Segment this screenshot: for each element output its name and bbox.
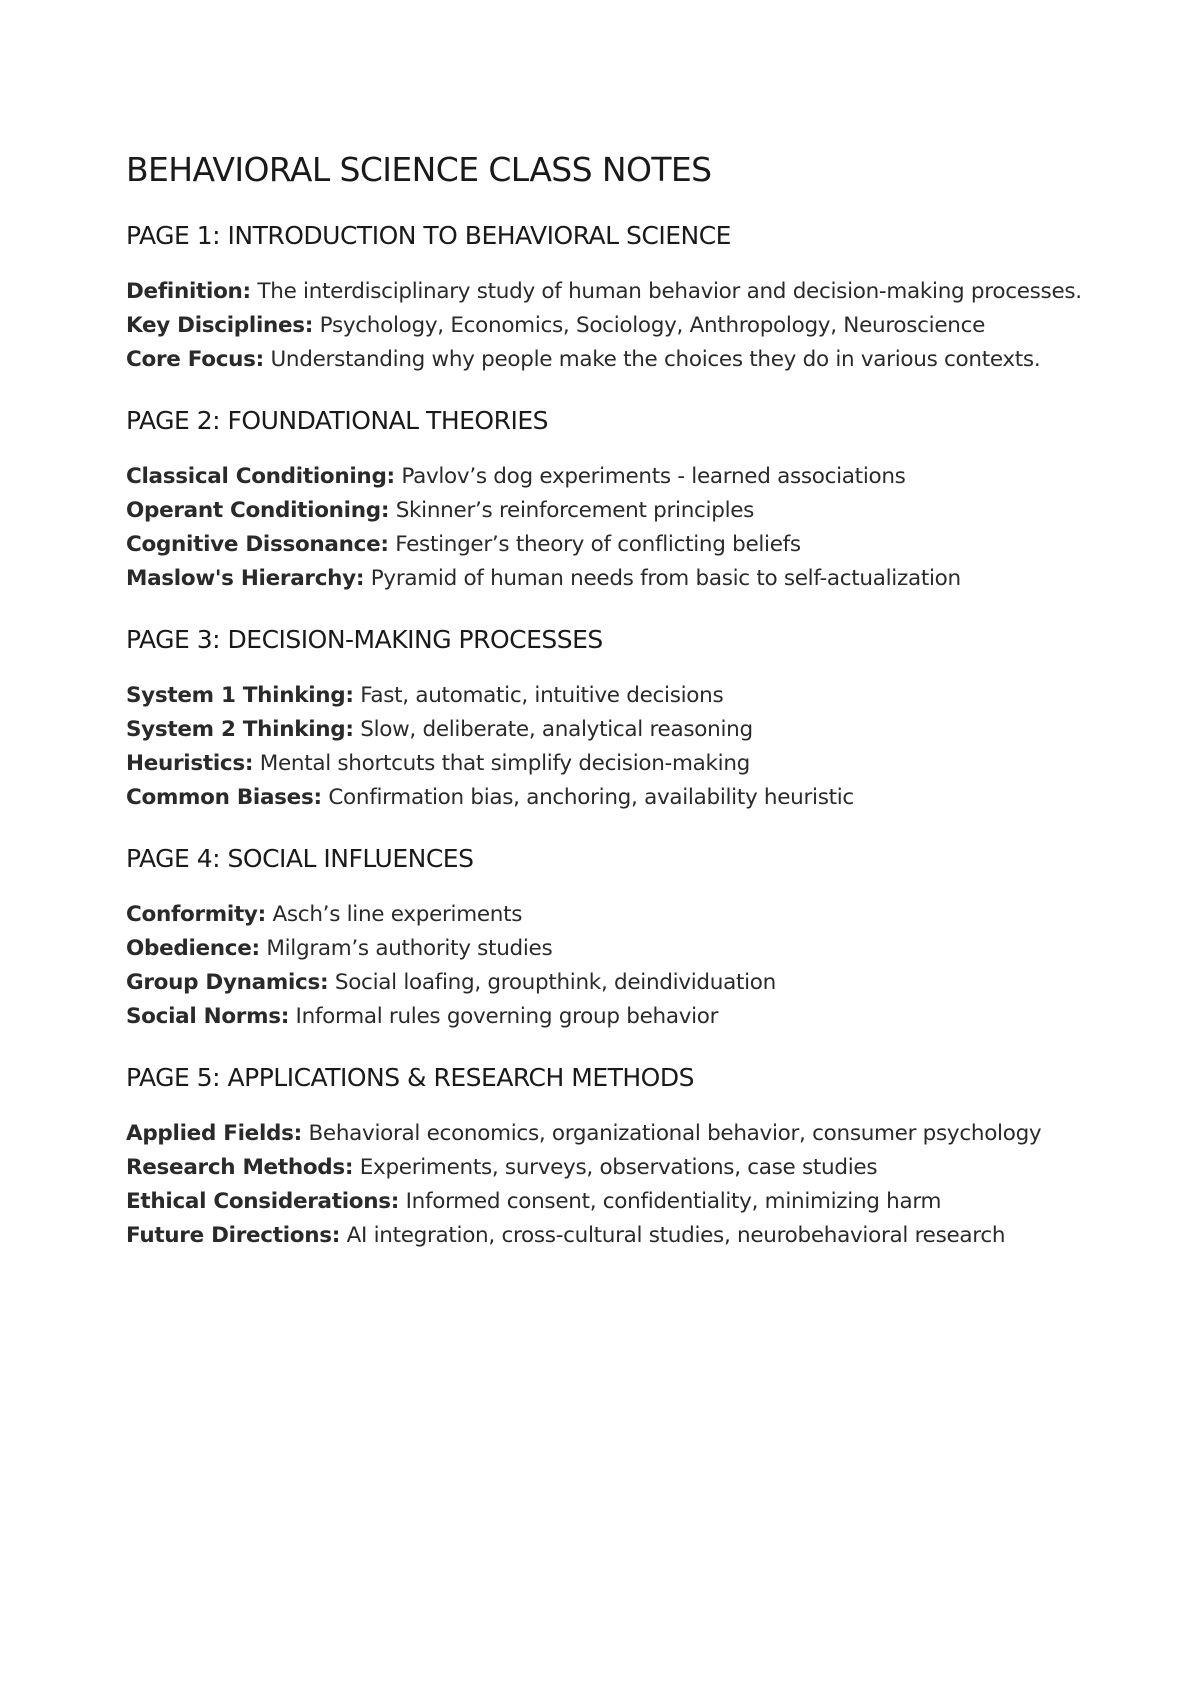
entry-term: Core Focus:: [126, 347, 264, 372]
entry-term: Common Biases:: [126, 785, 322, 810]
entry-term: Key Disciplines:: [126, 313, 314, 338]
entry-term: Maslow's Hierarchy:: [126, 566, 365, 591]
section-heading: PAGE 5: APPLICATIONS & RESEARCH METHODS: [126, 1063, 694, 1092]
entry-key-disciplines: [126, 309, 1086, 343]
entry-text: AI integration, cross-cultural studies, neurobehavioral research: [346, 1223, 1006, 1248]
entry-text: Social loafing, groupthink, deindividuation: [334, 970, 776, 995]
entry-research-methods: [126, 1151, 1086, 1185]
entry-future-directions: [126, 1219, 1086, 1253]
section-foundational-theories: [126, 404, 1086, 596]
entry-text: Informal rules governing group behavior: [295, 1004, 719, 1029]
entry-text: Pavlov’s dog experiments - learned associations: [401, 464, 906, 489]
entry-text: Experiments, surveys, observations, case studies: [359, 1155, 878, 1180]
document-content: [126, 148, 1086, 1280]
entry-system-1: [126, 679, 1086, 713]
entry-text: Pyramid of human needs from basic to self-actualization: [370, 566, 961, 591]
entry-cognitive-dissonance: [126, 528, 1086, 562]
entry-term: Heuristics:: [126, 751, 254, 776]
section-heading: PAGE 3: DECISION-MAKING PROCESSES: [126, 625, 603, 654]
section-social-influences: [126, 842, 1086, 1034]
entry-text: Fast, automatic, intuitive decisions: [360, 683, 724, 708]
entry-text: Psychology, Economics, Sociology, Anthropology, Neuroscience: [319, 313, 986, 338]
document-title: BEHAVIORAL SCIENCE CLASS NOTES: [126, 150, 712, 189]
entry-common-biases: [126, 781, 1086, 815]
entry-system-2: [126, 713, 1086, 747]
entry-term: Social Norms:: [126, 1004, 289, 1029]
entry-term: Classical Conditioning:: [126, 464, 395, 489]
entry-term: System 2 Thinking:: [126, 717, 354, 742]
entry-text: Mental shortcuts that simplify decision-making: [259, 751, 751, 776]
entry-text: Confirmation bias, anchoring, availability heuristic: [328, 785, 854, 810]
entry-conformity: [126, 898, 1086, 932]
entry-operant-conditioning: [126, 494, 1086, 528]
entry-text: Behavioral economics, organizational behavior, consumer psychology: [308, 1121, 1042, 1146]
section-heading: PAGE 2: FOUNDATIONAL THEORIES: [126, 406, 549, 435]
entry-text: Festinger’s theory of conflicting beliefs: [395, 532, 801, 557]
entry-term: Group Dynamics:: [126, 970, 329, 995]
entry-classical-conditioning: [126, 460, 1086, 494]
entry-text: Asch’s line experiments: [272, 902, 523, 927]
entry-social-norms: [126, 1000, 1086, 1034]
entry-term: Cognitive Dissonance:: [126, 532, 389, 557]
section-heading: PAGE 1: INTRODUCTION TO BEHAVIORAL SCIENCE: [126, 221, 731, 250]
entry-term: Obedience:: [126, 936, 260, 961]
entry-term: Applied Fields:: [126, 1121, 302, 1146]
entry-term: Operant Conditioning:: [126, 498, 390, 523]
entry-text: Slow, deliberate, analytical reasoning: [360, 717, 753, 742]
entry-text: Milgram’s authority studies: [266, 936, 553, 961]
entry-obedience: [126, 932, 1086, 966]
entry-text: Understanding why people make the choices they do in various contexts.: [270, 347, 1041, 372]
entry-ethical-considerations: [126, 1185, 1086, 1219]
entry-maslows-hierarchy: [126, 562, 1086, 596]
entry-text: Informed consent, confidentiality, minimizing harm: [405, 1189, 942, 1214]
entry-term: Conformity:: [126, 902, 266, 927]
entry-term: Definition:: [126, 279, 251, 304]
entry-term: Research Methods:: [126, 1155, 354, 1180]
entry-term: Ethical Considerations:: [126, 1189, 400, 1214]
entry-heuristics: [126, 747, 1086, 781]
entry-term: System 1 Thinking:: [126, 683, 354, 708]
section-heading: PAGE 4: SOCIAL INFLUENCES: [126, 844, 474, 873]
entry-group-dynamics: [126, 966, 1086, 1000]
entry-definition: [126, 275, 1086, 309]
entry-applied-fields: [126, 1117, 1086, 1151]
section-decision-making: [126, 623, 1086, 815]
entry-text: Skinner’s reinforcement principles: [395, 498, 755, 523]
entry-text: The interdisciplinary study of human behavior and decision-making processes.: [257, 279, 1082, 304]
section-introduction: [126, 219, 1086, 377]
entry-core-focus: [126, 343, 1086, 377]
section-applications: [126, 1061, 1086, 1253]
entry-term: Future Directions:: [126, 1223, 341, 1248]
